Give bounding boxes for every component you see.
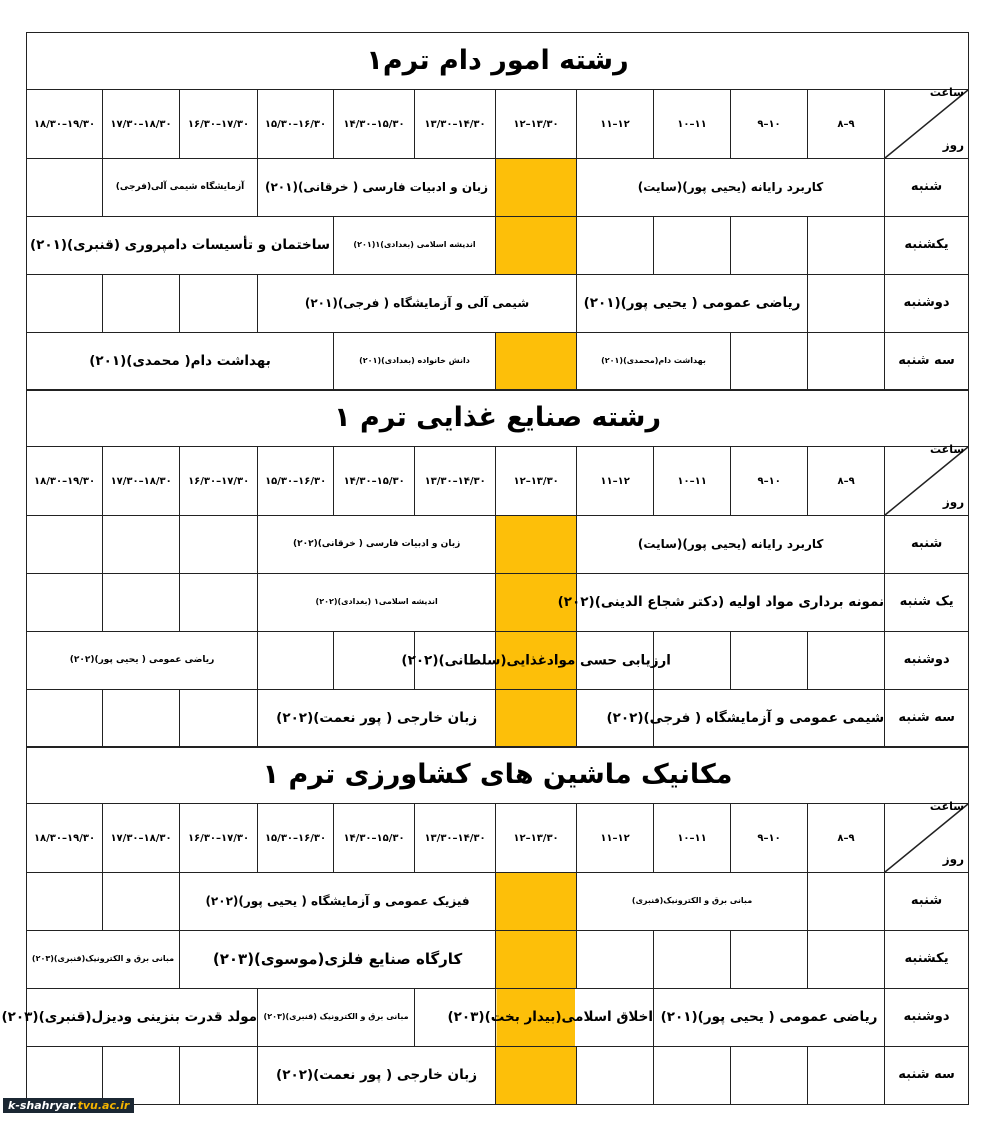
- schedule-title: رشته صنایع غذایی ترم ۱: [27, 390, 969, 447]
- schedule-title-row: [27, 390, 969, 447]
- empty-cell: [808, 1047, 885, 1105]
- lunch-break-cell: [496, 159, 577, 217]
- empty-cell: [731, 217, 808, 275]
- time-slot-header: ۱۷/۳۰–۱۸/۳۰: [103, 447, 180, 516]
- empty-cell: [808, 333, 885, 391]
- time-slot-header: ۱۸/۳۰–۱۹/۳۰: [27, 804, 103, 873]
- empty-cell: [103, 1047, 180, 1105]
- empty-cell: [808, 931, 885, 989]
- corner-hour-label: ساعت: [930, 443, 965, 456]
- empty-cell: [103, 690, 180, 748]
- empty-cell: [180, 574, 258, 632]
- time-slot-header: ۱۲–۱۳/۳۰: [496, 90, 577, 159]
- schedule-table-food-industry: [26, 389, 969, 748]
- day-row: [27, 632, 969, 690]
- lunch-break-cell: [496, 690, 577, 748]
- class-cell: بهداشت دام( محمدی)(۲۰۱): [27, 333, 334, 391]
- corner-cell: [885, 800, 969, 873]
- time-header-row: [27, 447, 969, 516]
- time-slot-header: ۱۳/۳۰–۱۴/۳۰: [415, 804, 496, 873]
- time-slot-header: ۸–۹: [808, 90, 885, 159]
- watermark-prefix: k-shahryar.: [8, 1099, 78, 1112]
- time-slot-header: ۱۰–۱۱: [654, 90, 731, 159]
- empty-cell: [103, 516, 180, 574]
- empty-cell: [103, 574, 180, 632]
- schedule-table-livestock: [26, 32, 969, 391]
- class-cell: ریاضی عمومی ( یحیی پور)(۲۰۱): [654, 989, 885, 1047]
- day-label: دوشنبه: [885, 275, 969, 333]
- corner-day-label: روز: [942, 137, 964, 152]
- time-slot-header: ۱۶/۳۰–۱۷/۳۰: [180, 90, 258, 159]
- site-watermark: [3, 1098, 134, 1113]
- watermark-site: tvu.ac.ir: [77, 1099, 130, 1112]
- lunch-break-cell: [496, 217, 577, 275]
- day-label: سه شنبه: [885, 333, 969, 391]
- class-cell: ریاضی عمومی ( یحیی پور)(۲۰۱): [577, 275, 808, 333]
- empty-cell: [103, 275, 180, 333]
- lunch-break-cell: [496, 333, 577, 391]
- time-slot-header: ۱۵/۳۰–۱۶/۳۰: [258, 447, 334, 516]
- empty-cell: [27, 873, 103, 931]
- time-slot-header: ۱۷/۳۰–۱۸/۳۰: [103, 90, 180, 159]
- time-slot-header: ۱۴/۳۰–۱۵/۳۰: [334, 447, 415, 516]
- empty-cell: [654, 931, 731, 989]
- day-row: [27, 217, 969, 275]
- empty-cell: [654, 217, 731, 275]
- day-row: [27, 931, 969, 989]
- day-label: شنبه: [885, 159, 969, 217]
- time-slot-header: ۱۰–۱۱: [654, 804, 731, 873]
- empty-cell: [27, 275, 103, 333]
- lunch-break-cell: [496, 1047, 577, 1105]
- class-cell: زبان و ادبیات فارسی ( خرقانی)(۲۰۲): [258, 516, 496, 574]
- day-label: سه شنبه: [885, 690, 969, 748]
- time-slot-header: ۱۴/۳۰–۱۵/۳۰: [334, 90, 415, 159]
- empty-cell: [27, 159, 103, 217]
- empty-cell: [654, 1047, 731, 1105]
- time-slot-header: ۹–۱۰: [731, 90, 808, 159]
- schedule-title-row: [27, 747, 969, 804]
- day-row: [27, 989, 969, 1047]
- empty-cell: [731, 931, 808, 989]
- class-label: ارزیابی حسی موادغذایی(سلطانی)(۲۰۲): [401, 652, 671, 669]
- time-slot-header: ۱۱–۱۲: [577, 447, 654, 516]
- day-label: سه شنبه: [885, 1047, 969, 1105]
- time-slot-header: ۱۳/۳۰–۱۴/۳۰: [415, 90, 496, 159]
- time-header-row: [27, 90, 969, 159]
- class-cell: زبان خارجی ( پور نعمت)(۲۰۲): [258, 1047, 496, 1105]
- class-cell: آزمایشگاه شیمی آلی(فرجی): [103, 159, 258, 217]
- corner-day-label: روز: [942, 851, 965, 866]
- day-row: [27, 333, 969, 391]
- day-row: [27, 873, 969, 931]
- class-cell: ریاضی عمومی ( یحیی پور)(۲۰۲): [27, 632, 258, 690]
- empty-cell: [808, 632, 885, 690]
- empty-cell: [258, 632, 334, 690]
- class-cell: نمونه برداری مواد اولیه (دکتر شجاع الدینی)(۲۰۲): [577, 574, 885, 632]
- time-slot-header: ۱۶/۳۰–۱۷/۳۰: [180, 804, 258, 873]
- empty-cell: [27, 690, 103, 748]
- class-cell: مبانی برق و الکترونیک(قنبری)(۲۰۳): [27, 931, 180, 989]
- empty-cell: [808, 873, 885, 931]
- day-label: یک شنبه: [885, 574, 969, 632]
- empty-cell: [180, 690, 258, 748]
- lunch-break-cell: [496, 873, 577, 931]
- corner-cell: [885, 86, 969, 159]
- class-cell: دانش خانواده (بغدادی)(۲۰۱): [334, 333, 496, 391]
- day-label: دوشنبه: [885, 989, 969, 1047]
- empty-cell: [577, 217, 654, 275]
- time-slot-header: ۱۳/۳۰–۱۴/۳۰: [415, 447, 496, 516]
- empty-cell: [577, 1047, 654, 1105]
- day-row: [27, 690, 969, 748]
- day-label: شنبه: [885, 516, 969, 574]
- day-row: [27, 574, 969, 632]
- day-row: [27, 275, 969, 333]
- empty-cell: [27, 1047, 103, 1105]
- time-slot-header: ۸–۹: [808, 447, 885, 516]
- class-cell: اندیشه اسلامی (بغدادی)۱(۲۰۱): [334, 217, 496, 275]
- day-label: یکشنبه: [885, 217, 969, 275]
- class-cell: شیمی عمومی و آزمایشگاه ( فرجی)(۲۰۲): [654, 690, 885, 748]
- class-cell: زبان خارجی ( پور نعمت)(۲۰۲): [258, 690, 496, 748]
- class-cell: ساختمان و تأسیسات دامپروری (قنبری)(۲۰۱): [27, 217, 334, 275]
- time-slot-header: ۱۲–۱۳/۳۰: [496, 804, 577, 873]
- empty-cell: [27, 574, 103, 632]
- time-slot-header: ۱۴/۳۰–۱۵/۳۰: [334, 804, 415, 873]
- class-cell: بهداشت دام(محمدی)(۲۰۱): [577, 333, 731, 391]
- time-slot-header: ۱۶/۳۰–۱۷/۳۰: [180, 447, 258, 516]
- time-slot-header: ۱۲–۱۳/۳۰: [496, 447, 577, 516]
- empty-cell: [180, 516, 258, 574]
- empty-cell: [577, 931, 654, 989]
- lunch-break-cell: [496, 931, 577, 989]
- day-label: شنبه: [885, 873, 969, 931]
- empty-cell: [808, 217, 885, 275]
- time-slot-header: ۸–۹: [808, 804, 885, 873]
- day-row: [27, 516, 969, 574]
- lunch-break-cell: [496, 516, 577, 574]
- class-cell: کاربرد رایانه (یحیی پور)(سایت): [577, 159, 885, 217]
- class-cell: اخلاق اسلامی(بیدار بخت)(۲۰۳): [496, 989, 654, 1047]
- time-slot-header: ۹–۱۰: [731, 447, 808, 516]
- time-slot-header: ۱۸/۳۰–۱۹/۳۰: [27, 90, 103, 159]
- empty-cell: [808, 275, 885, 333]
- time-slot-header: ۹–۱۰: [731, 804, 808, 873]
- class-cell: اندیشه اسلامی۱ (بغدادی)(۲۰۲): [258, 574, 496, 632]
- empty-cell: [180, 275, 258, 333]
- time-slot-header: ۱۸/۳۰–۱۹/۳۰: [27, 447, 103, 516]
- empty-cell: [731, 333, 808, 391]
- empty-cell: [103, 873, 180, 931]
- class-cell: [401, 632, 671, 690]
- corner-day-label: روز: [942, 494, 965, 509]
- corner-cell: [885, 443, 969, 516]
- time-slot-header: ۱۱–۱۲: [577, 90, 654, 159]
- class-cell: کاربرد رایانه (یحیی پور)(سایت): [577, 516, 885, 574]
- schedule-title-row: [27, 33, 969, 90]
- time-slot-header: ۱۱–۱۲: [577, 804, 654, 873]
- empty-cell: [27, 516, 103, 574]
- class-cell: شیمی آلی و آزمایشگاه ( فرجی)(۲۰۱): [258, 275, 577, 333]
- day-label: یکشنبه: [885, 931, 969, 989]
- empty-cell: [180, 1047, 258, 1105]
- schedule-title: مکانیک ماشین های کشاورزی ترم ۱: [27, 747, 969, 804]
- empty-cell: [731, 1047, 808, 1105]
- class-cell: مبانی برق و الکترونیک (قنبری)(۲۰۳): [258, 989, 415, 1047]
- class-cell: مبانی برق و الکترونیک(قنبری): [577, 873, 808, 931]
- class-cell: مولد قدرت بنزینی ودیزل(قنبری)(۲۰۳): [27, 989, 258, 1047]
- day-row: [27, 159, 969, 217]
- schedule-title: رشته امور دام ترم۱: [27, 33, 969, 90]
- time-slot-header: ۱۵/۳۰–۱۶/۳۰: [258, 90, 334, 159]
- timetable-sheet: [1, 32, 968, 1100]
- class-cell: زبان و ادبیات فارسی ( خرقانی)(۲۰۱): [258, 159, 496, 217]
- time-slot-header: ۱۷/۳۰–۱۸/۳۰: [103, 804, 180, 873]
- empty-cell: [731, 632, 808, 690]
- time-header-row: [27, 804, 969, 873]
- time-slot-header: ۱۵/۳۰–۱۶/۳۰: [258, 804, 334, 873]
- corner-hour-label: ساعت: [929, 86, 964, 99]
- class-cell: کارگاه صنایع فلزی(موسوی)(۲۰۳): [180, 931, 496, 989]
- schedule-table-agri-machinery: [1, 746, 969, 1105]
- class-cell: فیزیک عمومی و آزمایشگاه ( یحیی پور)(۲۰۲): [180, 873, 496, 931]
- time-slot-header: ۱۰–۱۱: [654, 447, 731, 516]
- day-label: دوشنبه: [885, 632, 969, 690]
- day-row: [27, 1047, 969, 1105]
- corner-hour-label: ساعت: [929, 800, 965, 813]
